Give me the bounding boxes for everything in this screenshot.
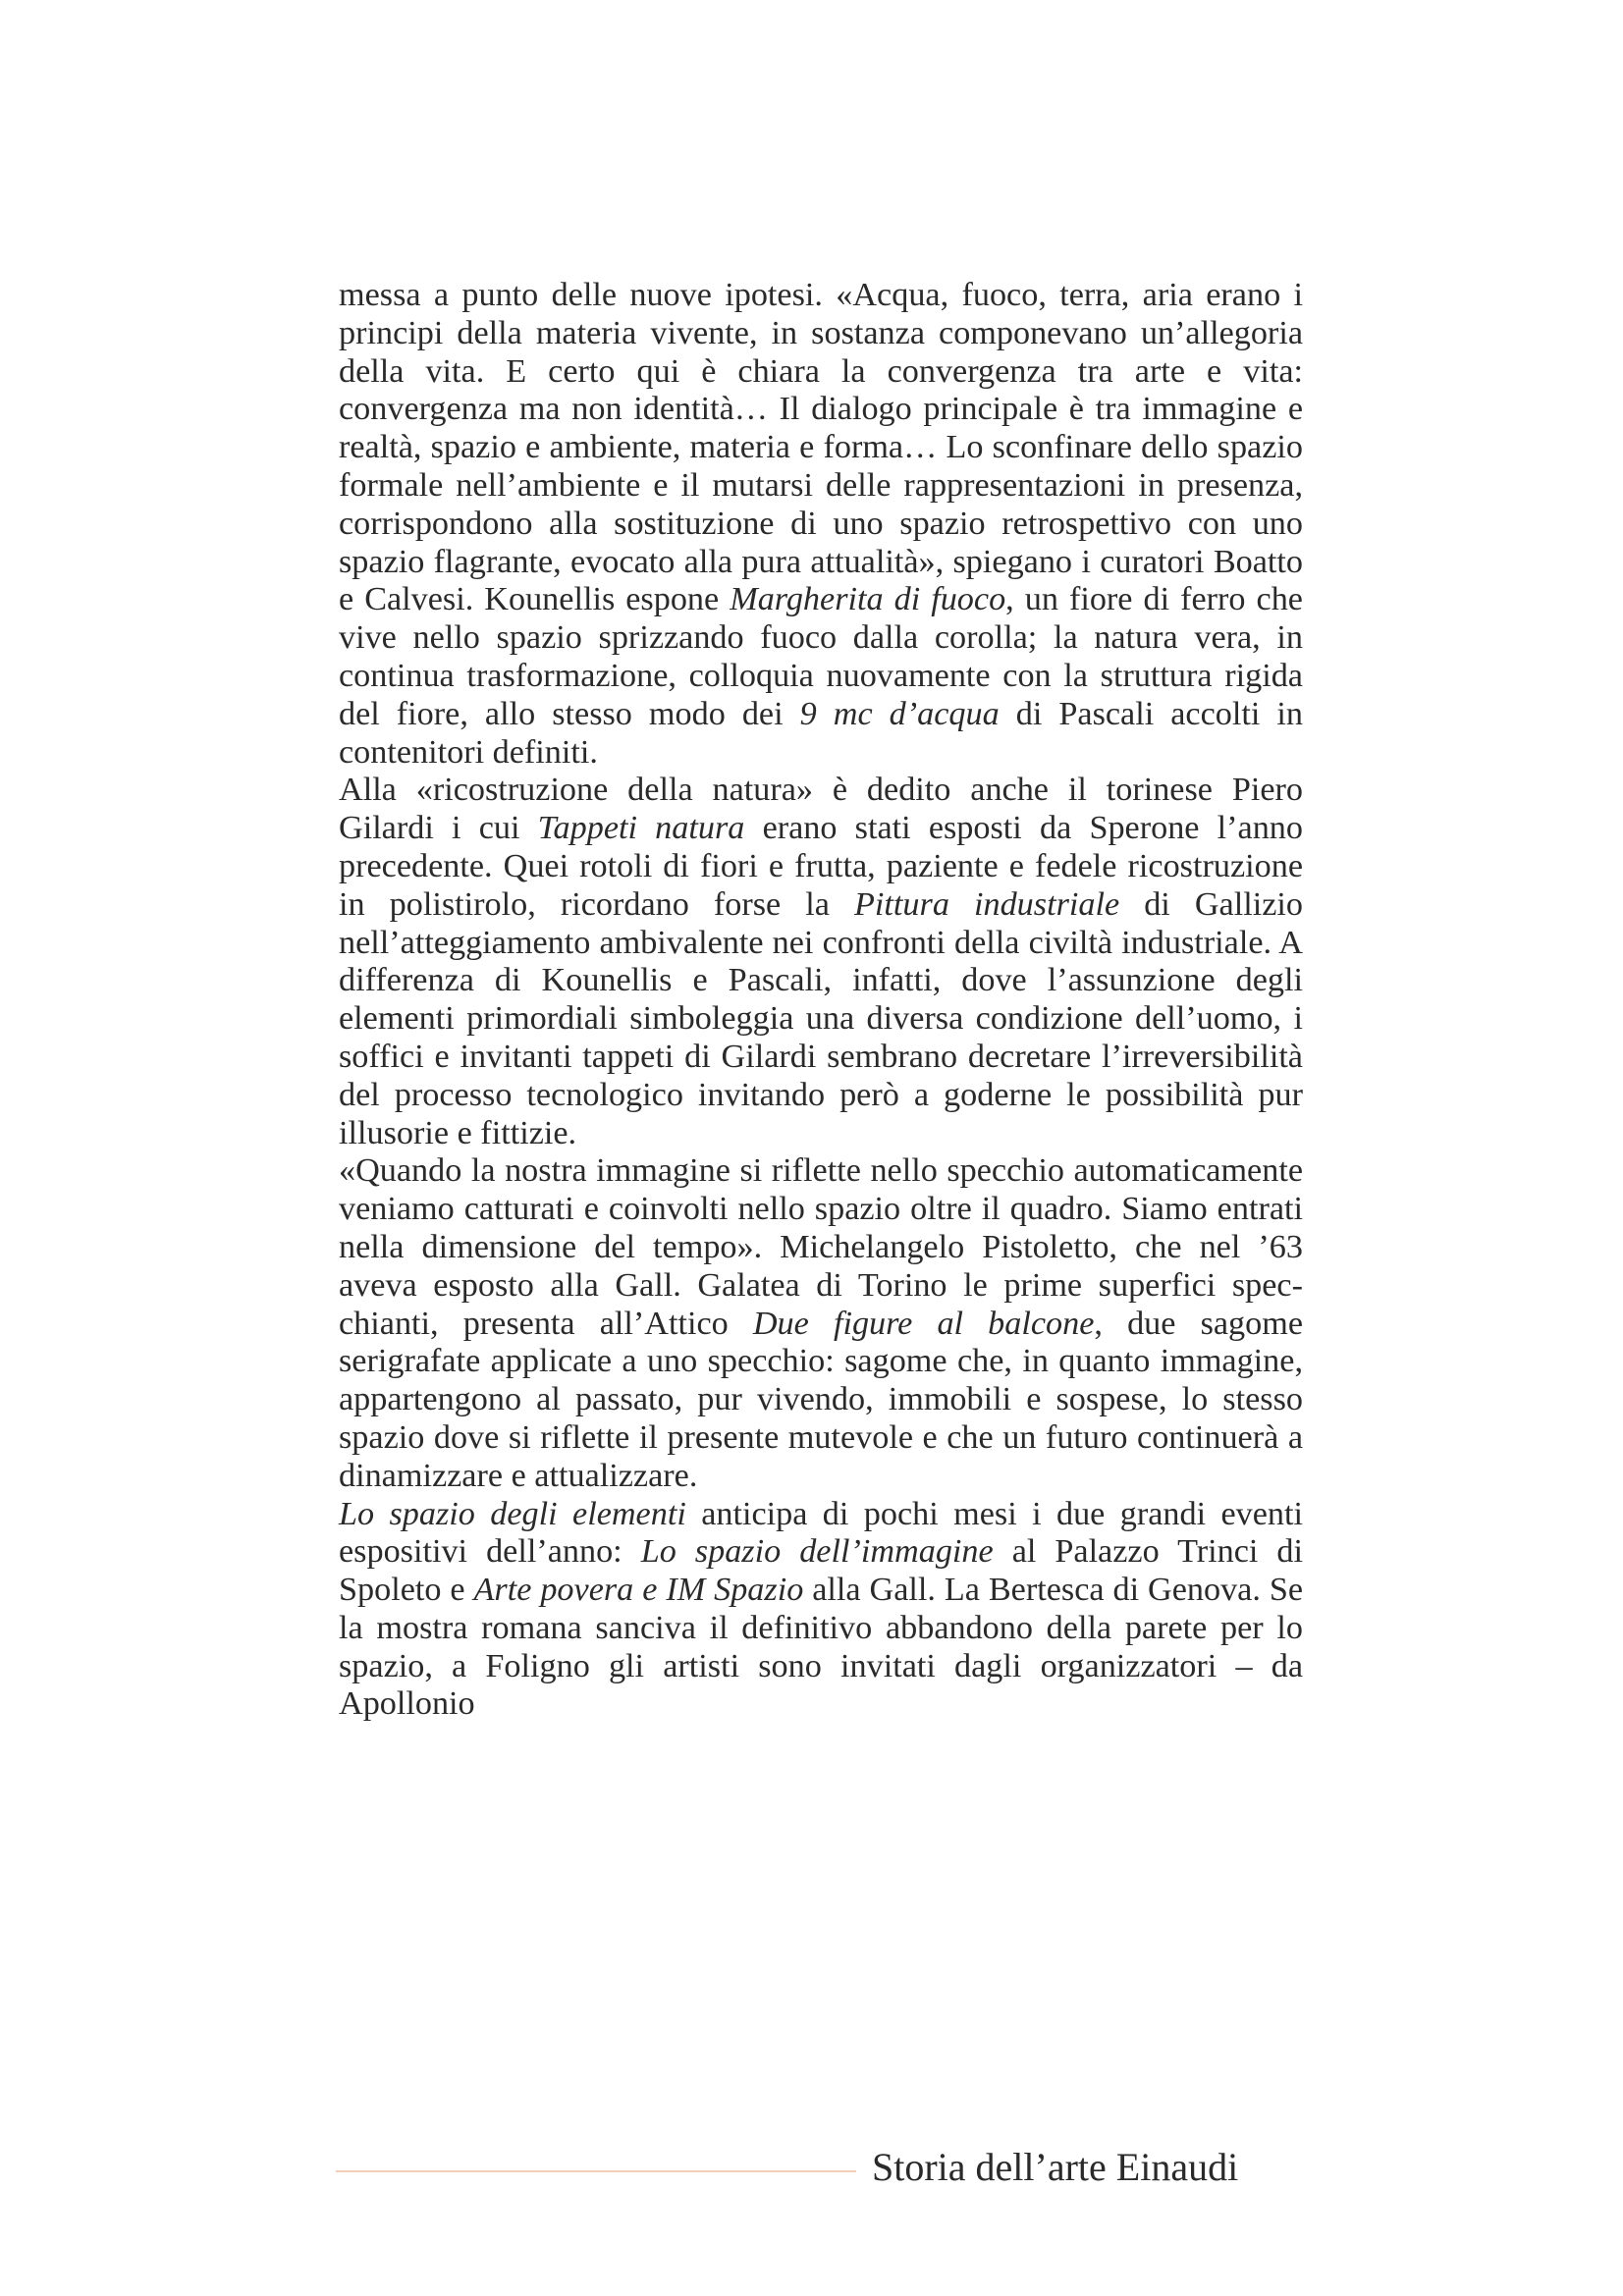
footer-rule (336, 2170, 856, 2172)
paragraph-1-text-1: messa a punto delle nuove ipotesi. «Acqua, fuoco, terra, aria erano i principi della materia vivente, in sostanza componevano un’allegoria della vita. E certo qui è chiara la convergenza tra arte e vita: convergenza ma non identità… Il dialogo principale è tra immagine e realtà, spazio e ambiente, materia e forma… Lo sconfinare dello spazio formale nell’ambiente e il mutarsi delle rappresentazioni in presenza, corrispondono alla sostituzione di uno spazio retrospettivo con uno spazio flagrante, evocato alla pura attualità», spiegano i curatori Boatto e Calvesi. Kounellis espone (339, 277, 1303, 618)
paragraph-4-text-3: alla Gall. La Bertesca di Genova. Se la mostra romana sanciva il definitivo abbandono della parete per lo spazio, a Foligno gli artisti sono invitati dagli organizzatori – da Apollonio (339, 1572, 1304, 1723)
exhibition-title-arte-povera: Arte povera e IM Spazio (473, 1572, 804, 1609)
paragraph-2-text-1: Alla «ricostruzione della natura» è dedito anche il torinese Piero Gilardi i cui (339, 772, 1303, 847)
paragraph-3 (339, 1152, 1303, 1495)
paragraph-2-text-3: di Gallizio nell’atteggiamento ambivalente nei confronti della civiltà industriale. A differenza di Kounellis e Pascali, infatti, dove l’assunzione degli elementi primordiali simboleggia una diversa condizione dell’uomo, i soffici e invitanti tappeti di Gilardi sembrano decretare l’irreversibilità del processo tecnologico invitando però a goderne le possibilità pur illusorie e fittizie. (339, 885, 1303, 1151)
artwork-title-margherita: Margherita di fuoco (730, 581, 1006, 618)
exhibition-title-spazio-elementi: Lo spazio degli elementi (339, 1495, 686, 1532)
paragraph-1-text-3: di Pascali accolti in contenitori definiti. (339, 695, 1303, 771)
paragraph-2 (339, 772, 1303, 1152)
paragraph-1 (339, 277, 1303, 772)
artwork-title-tappeti-natura: Tappeti natura (537, 810, 745, 847)
page-body (339, 277, 1303, 1724)
artwork-title-pittura-industriale: Pittura industriale (854, 885, 1120, 923)
paragraph-3-text-1: «Quando la nostra immagine si riflette nello specchio automaticamente veniamo catturati e coinvolti nello spazio oltre il quadro. Siamo entrati nella dimensione del tempo». Michelangelo Pistoletto, che nel ’63 aveva esposto alla Gall. Galatea di Torino le prime superfici specchianti, presenta all’Attico (339, 1152, 1303, 1342)
artwork-title-due-figure: Due figure al balcone (752, 1305, 1095, 1342)
paragraph-1-text-2: , un fiore di ferro che vive nello spazio sprizzando fuoco dalla corolla; la natura vera, in continua trasformazione, colloquia nuovamente con la struttura rigida del fiore, allo stesso modo dei (339, 581, 1303, 732)
paragraph-4 (339, 1496, 1303, 1725)
exhibition-title-spazio-immagine: Lo spazio dell’immagine (640, 1533, 994, 1571)
paragraph-3-text-2: , due sagome serigrafate applicate a uno specchio: sagome che, in quanto immagine, appartengono al passato, pur vivendo, immobili e sospese, lo stesso spazio dove si riflette il presente mutevole e che un futuro continuerà a dinamizzare e attualizzare. (339, 1305, 1303, 1494)
paragraph-4-text-2: al Palazzo Trinci di Spoleto e (339, 1533, 1303, 1609)
paragraph-2-text-2: erano stati esposti da Sperone l’anno precedente. Quei rotoli di fiori e frutta, paziente e fedele ricostruzione in polistirolo, ricordano forse la (339, 810, 1303, 923)
artwork-title-9-mc: 9 mc d’acqua (799, 695, 1000, 732)
paragraph-4-text-1: anticipa di pochi mesi i due grandi eventi espositivi dell’anno: (339, 1495, 1303, 1571)
footer-series-title: Storia dell’arte Einaudi (872, 2145, 1239, 2189)
